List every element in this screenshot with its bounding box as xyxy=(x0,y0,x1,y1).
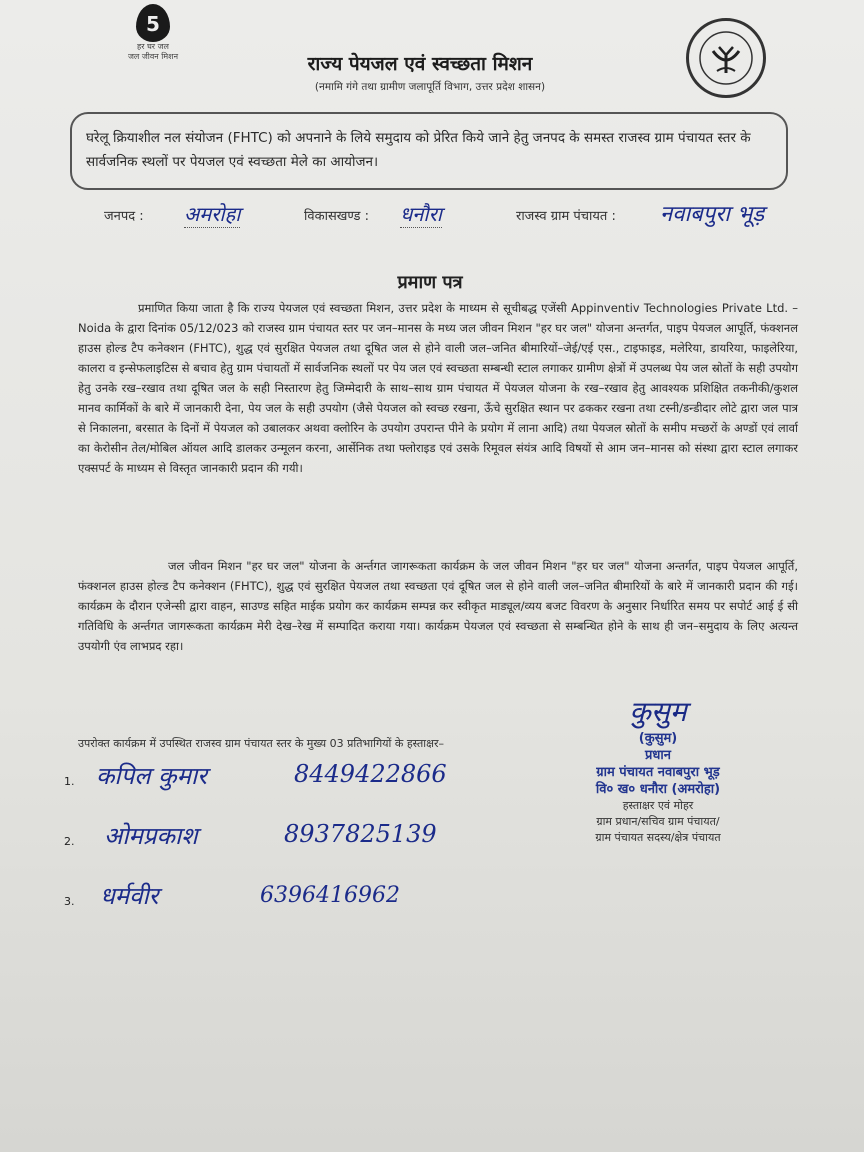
event-banner: घरेलू क्रियाशील नल संयोजन (FHTC) को अपनाने के लिये समुदाय को प्रेरित किये जाने हेतु जनपद के समस्त राजस्व ग्राम पंचायत स्तर के सार्वजनिक स्थलों पर पेयजल एवं स्वच्छता मेले का आयोजन। xyxy=(70,112,788,190)
participants-intro: उपरोक्त कार्यक्रम में उपस्थित राजस्व ग्राम पंचायत स्तर के मुख्य 03 प्रतिभागियों के हस्ताक्षर– xyxy=(78,737,444,750)
vikas-value: धनौरा xyxy=(400,202,442,226)
water-drop-icon: 5 xyxy=(136,4,170,42)
janpad-label: जनपद : xyxy=(104,209,144,224)
pradhan-signature: कुसुम xyxy=(629,695,687,728)
mission-subtitle: (नमामि गंगे तथा ग्रामीण जलापूर्ति विभाग, उत्तर प्रदेश शासन) xyxy=(314,81,546,93)
signature-caption: हस्ताक्षर एवं मोहर xyxy=(622,799,694,812)
stamp-name: (कुसुम) xyxy=(638,731,678,746)
participant-phone: 8937825139 xyxy=(284,820,437,848)
vikas-label: विकासखण्ड : xyxy=(304,209,370,224)
signatory-role-line-2: ग्राम पंचायत सदस्य/क्षेत्र पंचायत xyxy=(595,831,721,844)
participant-number: 2. xyxy=(64,835,75,848)
participant-phone: 8449422866 xyxy=(294,760,447,788)
participant-row xyxy=(64,812,584,852)
mission-title: राज्य पेयजल एवं स्वच्छता मिशन xyxy=(307,53,533,75)
signatory-role-line-1: ग्राम प्रधान/सचिव ग्राम पंचायत/ xyxy=(596,815,720,828)
stamp-block: वि० ख० धनौरा (अमरोहा) xyxy=(595,782,721,797)
certificate-title: प्रमाण पत्र xyxy=(397,272,463,293)
janpad-value: अमरोहा xyxy=(184,202,241,226)
participant-name: धर्मवीर xyxy=(100,882,159,910)
har-ghar-jal-logo xyxy=(118,4,188,62)
gram-label: राजस्व ग्राम पंचायत : xyxy=(516,209,616,224)
participant-row xyxy=(64,872,584,912)
certificate-paragraph-2: जल जीवन मिशन "हर घर जल" योजना के अर्न्तगत जागरूकता कार्यक्रम के जल जीवन मिशन "हर घर जल" योजना अन्तर्गत, पाइप पेयजल आपूर्ति, फंक्शनल हाउस होल्ड टैप कनेक्शन (FHTC), शुद्ध एवं सुरक्षित पेयजल तथा स्वच्छता एवं दूषित जल से होने वाली जल–जनित बीमारियों के बारे में जानकारी प्रदान की गई। कार्यक्रम के दौरान एजेन्सी द्वारा वाहन, साउण्ड सहित माईक प्रयोग कर कार्यक्रम सम्पन्न कर स्वीकृत माड्यूल/व्यय बजट विवरण के अनुसार निर्धारित समय पर सपोर्ट आई ई सी गतिविधि के अर्न्तगत जागरूकता कार्यक्रम मेरी देख–रेख में सम्पादित कराया गया। कार्यक्रम पेयजल एवं स्वच्छता से सम्बन्धित होने के साथ ही जन–समुदाय के लिए अत्यन्त उपयोगी एंव लाभप्रद रहा। xyxy=(78,559,798,653)
participant-name: कपिल कुमार xyxy=(96,762,207,790)
stamp-gram-panchayat: ग्राम पंचायत नवाबपुरा भूड़ xyxy=(596,765,720,780)
participant-phone: 6396416962 xyxy=(260,883,400,908)
gram-value: नवाबपुरा भूड़ xyxy=(660,202,765,227)
stamp-role: प्रधान xyxy=(645,748,671,763)
logo-tagline: हर घर जल जल जीवन मिशन xyxy=(127,42,179,61)
participant-number: 1. xyxy=(64,775,75,788)
participant-name: ओमप्रकाश xyxy=(104,822,198,850)
pradhan-signature-block xyxy=(558,692,758,846)
certificate-paragraph-1: प्रमाणित किया जाता है कि राज्य पेयजल एवं स्वच्छता मिशन, उत्तर प्रदेश के माध्यम से सूचीबद्ध एजेंसी Appinventiv Technologies Private Ltd. – Noida के द्वारा दिनांक 05/12/023 को राजस्व ग्राम पंचायत स्तर पर जन–मानस के मध्य जल जीवन मिशन "हर घर जल" योजना अन्तर्गत, पाइप पेयजल आपूर्ति, फंक्शनल हाउस होल्ड टैप कनेक्शन (FHTC), शुद्ध एवं सुरक्षित पेयजल तथा दूषित जल से होने वाली जल–जनित बीमारियों–जेई/एई एस., टाइफाइड, मलेरिया, डायरिया, फाइलेरिया, कालरा व इन्सेफलाइटिस से बचाव हेतु ग्राम पंचायतों में सार्वजनिक स्थलों पर पेय जल एवं स्वच्छता सम्बन्धी स्टाल लगाकर ग्रामीण क्षेत्रों में उपलब्ध पेय जल स्रोतों के सही उपयोग हेतु उनके रख–रखाव तथा दूषित जल के सही निस्तारण हेतु जिम्मेदारी के साथ–साथ ग्राम पंचायत में पेयजल योजना के रख–रखाव हेतु आवश्यक प्रशिक्षित तकनीकी/कुशल मानव कार्मिकों के बारे में जानकारी देना, पेय जल के सही उपयोग (जैसे पेयजल को स्वच्छ रखना, ऊँचे सुरक्षित स्थान पर ढककर रखना तथा टस्नी/डन्डीदार लोटे द्वारा जल पात्र से निकालना, बरसात के दिनों में पेयजल को उबालकर अथवा क्लोरिन के उपयोग उपरान्त पीने के प्रयोग में लाना आदि) तथा पेयजल स्रोतों के समीप मच्छरों के अण्डों एवं लार्वा का केरोसीन तेल/मोबिल ऑयल आदि डालकर उन्मूलन करना, आर्सेनिक तथा फ्लोराइड एवं उसके रिमूवल संयंत्र आदि विषयों से आम जन–मानस को संस्था द्वारा स्टाल लगाकर एक्सपर्ट के माध्यम से विस्तृत जानकारी प्रदान की गयी। xyxy=(78,301,798,475)
seal-emblem-icon xyxy=(689,21,763,95)
participant-number: 3. xyxy=(64,895,75,908)
up-government-seal xyxy=(686,18,766,98)
participant-row xyxy=(64,752,584,792)
